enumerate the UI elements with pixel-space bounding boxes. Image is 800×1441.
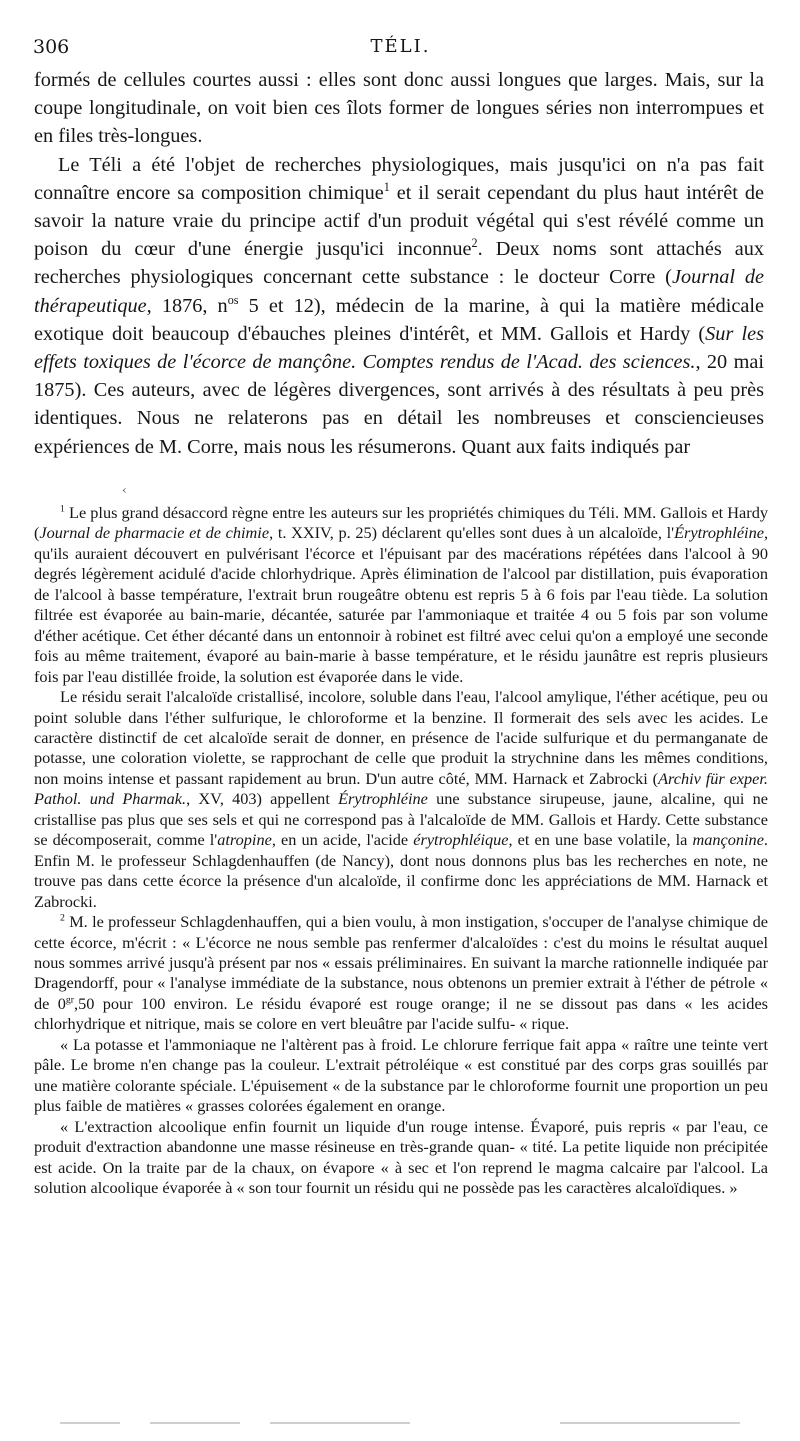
article-title: Sur les effets toxiques de l'écorce de mançône. Comptes rendus de l'Acad. des sciences. <box>34 322 764 374</box>
page-header <box>33 36 768 60</box>
main-text <box>34 66 764 461</box>
stray-mark: ‹ <box>122 483 127 497</box>
running-title: TÉLI. <box>370 36 431 57</box>
footnote-2-quote-3: « L'extraction alcoolique enfin fournit un liquide d'un rouge intense. Évaporé, puis repris « par l'eau, ce produit d'extraction abandonne une masse résineuse en très-grande quan- « tité. La petite liquide non précipitée est acide. On la traite par de la chaux, on évapore « à sec et l'on reprend le magma calcaire par l'alcool. La solution alcoolique évaporée à « son tour fournit un résidu qui ne possède pas les caractères alcaloïdiques. » <box>34 1116 768 1197</box>
footnote-ref-1: 1 <box>383 180 390 195</box>
page-number: 306 <box>33 36 70 58</box>
paragraph-1: formés de cellules courtes aussi : elles sont donc aussi longues que larges. Mais, sur la coupe longitudinale, on voit bien ces îlots former de longues séries non interrompues et en files très-longues. <box>34 69 764 148</box>
footnote-2-quote-2: « La potasse et l'ammoniaque ne l'altèrent pas à froid. Le chlorure ferrique fait appa « raître une teinte vert pâle. Le brome n'en change pas la couleur. L'extrait pétroléique « est constitué par des corps gras souillés par une matière colorante spéciale. L'épuisement « de la substance par le chloroforme fournit une proportion un peu plus faible de matières « grasses colorées également en orange. <box>34 1034 768 1116</box>
paragraph-2: Le Téli a été l'objet de recherches physiologiques, mais jusqu'ici on n'a pas fait connaître encore sa composition chimique$^1$ et il serait cependant du plus haut intérêt de savoir la nature vraie du principe actif d'un produit végétal qui s'est révélé comme un poison du cœur d'une énergie jusqu'ici inconnue$^2$. Deux noms sont attachés aux recherches physiologiques concernant cette substance : le docteur Corre (Journal de thérapeutique, 1876, $n^{os}$ 5 et 12), médecin de la marine, à qui la matière médicale exotique doit beaucoup d'ébauches pleines d'intérêt, et MM. Gallois et Hardy (Sur les effets toxiques de l'écorce de mançône. Comptes rendus de l'Acad. des sciences., 20 mai 1875). Ces auteurs, avec de légères divergences, sont arrivés à des résultats à peu près identiques. Nous ne relaterons pas en détail les nombreuses et consciencieuses expériences de M. Corre, mais nous les résumerons. Quant aux faits indiqués par <box>34 153 764 458</box>
footnote-2: $^2$ M. le professeur Schlagdenhauffen, qui a bien voulu, à mon instigation, s'occuper de l'analyse chimique de cette écorce, m'écrit : « L'écorce ne nous semble pas renfermer d'alcaloïdes : c'est du moins le résultat auquel nous sommes arrivé jusqu'à présent par nos « essais préliminaires. En suivant la marche rationnelle indiquée par Dragendorff, pour « l'analyse immédiate de la substance, nous obtenons un premier extrait à l'éther de pétrole « de $0^{gr},50$ pour 100 environ. Le résidu évaporé est rouge orange; il ne se dissout pas dans « les acides chlorhydrique et nitrique, mais se colore en vert bleuâtre par l'acide sulfu- « rique. <box>34 912 769 1034</box>
footnote-ref-2: 2 <box>471 236 478 251</box>
footnote-1-continued: Le résidu serait l'alcaloïde cristallisé, incolore, soluble dans l'eau, l'alcool amylique, l'éther acétique, peu ou point soluble dans l'éther sulfurique, le chloroforme et la benzine. Il formerait des sels avec les acides. Le caractère distinctif de cet alcaloïde serait de donner, en présence de l'acide sulfurique et du permanganate de potasse, une coloration violette, se rapprochant de celle que produit la strychnine dans les mêmes conditions, non moins intense et passant rapidement au brun. D'un autre côté, MM. Harnack et Zabrocki (Archiv für exper. Pathol. und Pharmak., XV, 403) appellent Érytrophléine une substance sirupeuse, jaune, alcaline, qui ne cristallise pas plus que ses sels et qui ne correspond pas à l'alcaloïde de MM. Gallois et Hardy. Cette substance se décomposerait, comme l'atropine, en un acide, l'acide érytrophléique, et en une base volatile, la mançonine. Enfin M. le professeur Schlagdenhauffen (de Nancy), dont nous donnons plus bas les recherches en note, ne trouve pas dans cette écorce la présence d'un alcaloïde, il confirme donc les appréciations de MM. Harnack et Zabrocki. <box>34 687 769 911</box>
footnotes <box>34 503 768 1198</box>
bleed-through-line <box>40 1418 760 1428</box>
footnote-1: $^1$ Le plus grand désaccord règne entre les auteurs sur les propriétés chimiques du Téli. MM. Gallois et Hardy (Journal de pharmacie et de chimie, t. XXIV, p. 25) déclarent qu'elles sont dues à un alcaloïde, l'Érytrophléine, qu'ils auraient découvert en pulvérisant l'écorce et l'épuisant par des macérations répétées dans l'alcool à 90 degrés légèrement acidulé d'acide chlorhydrique. Après élimination de l'alcool par distillation, puis évaporation de l'alcool à basse température, l'extrait brun rougeâtre obtenu est repris 5 à 6 fois par l'eau tiède. La solution filtrée est évaporée au bain-marie, décantée, saturée par l'ammoniaque et traitée 4 ou 5 fois par son volume d'éther acétique. Cet éther décanté dans un entonnoir à robinet est filtré avec celui qu'on a employé une seconde fois au même traitement, évaporé au bain-marie à basse température, et le résidu jaunâtre est repris plusieurs fois par l'eau distillée froide, la solution est évaporée dans le vide. <box>34 503 769 686</box>
journal-title: Journal de thérapeutique <box>34 266 764 317</box>
